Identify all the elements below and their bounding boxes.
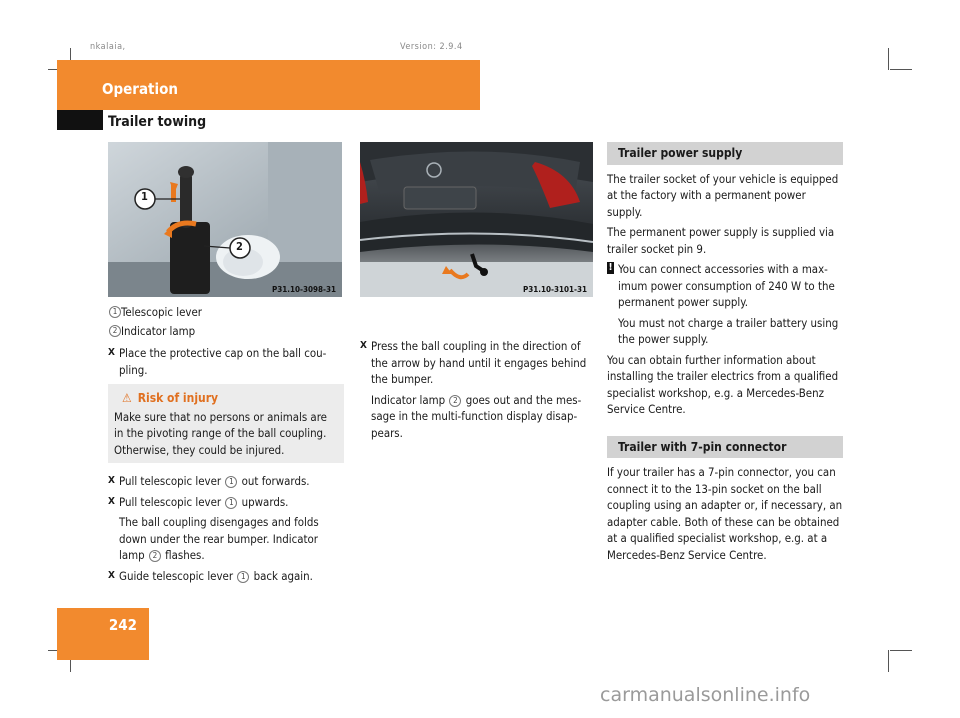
paragraph: If your trailer has a 7-pin connector, you can connect it to the 13-pin socket on the ball coupling using an adapter or, if necessary, an adapter cable. Both of these can be obtained at a qualified specialist workshop, e.g. at a Mercedes-Benz Service Centre. bbox=[607, 465, 843, 562]
step-arrow-icon: X bbox=[360, 340, 367, 351]
page-number: 242 bbox=[108, 616, 137, 634]
watermark: carmanualsonline.info bbox=[600, 684, 811, 706]
step-arrow-icon: X bbox=[108, 347, 115, 358]
legend-item: 2 Indicator lamp bbox=[108, 323, 344, 340]
instruction-step: X Press the ball coupling in the direction of the arrow by hand until it engages behind the bumper. bbox=[360, 339, 587, 386]
photo-code: P31.10-3098-31 bbox=[272, 285, 337, 294]
callout-1: 1 bbox=[141, 190, 148, 203]
column-left bbox=[108, 304, 344, 588]
crop-mark bbox=[890, 69, 912, 70]
instruction-step: X Guide telescopic lever 1 back again. bbox=[108, 568, 313, 583]
step-arrow-icon: X bbox=[108, 569, 115, 581]
section-title: Operation bbox=[102, 80, 179, 98]
photo-code: P31.10-3101-31 bbox=[523, 285, 588, 294]
section-heading: Trailer with 7-pin connector bbox=[607, 436, 843, 459]
notice-icon: ! bbox=[608, 262, 613, 273]
page-subtitle: Trailer towing bbox=[108, 114, 207, 130]
section-heading: Trailer power supply bbox=[607, 142, 843, 165]
crop-mark bbox=[888, 48, 889, 70]
print-note-left: nkalaia, bbox=[90, 42, 126, 52]
step-arrow-icon: X bbox=[108, 495, 115, 507]
crop-mark bbox=[888, 650, 889, 672]
paragraph: The permanent power supply is supplied via trailer socket pin 9. bbox=[607, 225, 835, 256]
rear-bumper-photo bbox=[360, 142, 593, 297]
step-detail: Indicator lamp 2 goes out and the mes-sage in the multi-function display disap-pears. bbox=[371, 392, 582, 440]
header-tab bbox=[57, 110, 103, 130]
step-detail: The ball coupling disengages and folds down under the rear bumper. Indicator lamp 2 flashes. bbox=[119, 515, 319, 562]
column-right bbox=[607, 142, 843, 567]
step-arrow-icon: X bbox=[108, 475, 115, 486]
warning-box: ⚠ Risk of injury Make sure that no persons or animals are in the pivoting range of the ball coupling. Otherwise, they could be injured. bbox=[108, 384, 344, 463]
note-detail: You must not charge a trailer battery using the power supply. bbox=[618, 315, 839, 346]
paragraph: The trailer socket of your vehicle is equipped at the factory with a permanent power supply. bbox=[607, 171, 839, 219]
instruction-step: X Pull telescopic lever 1 out forwards. bbox=[108, 474, 310, 488]
note: ! You can connect accessories with a max-imum power consumption of 240 W to the permanent power supply. bbox=[608, 262, 835, 309]
instruction-step: X Place the protective cap on the ball cou-pling. bbox=[108, 346, 327, 377]
warning-triangle-icon: ⚠ bbox=[122, 391, 132, 405]
legend-item: 1 Telescopic lever bbox=[108, 304, 344, 321]
page-number-box bbox=[57, 608, 149, 660]
callout-2: 2 bbox=[236, 240, 243, 253]
paragraph: You can obtain further information about installing the trailer electrics from a qualified specialist workshop, e.g. a Mercedes-Benz Service Centre. bbox=[607, 352, 839, 416]
column-middle bbox=[360, 338, 594, 445]
print-note-version: Version: 2.9.4 bbox=[400, 42, 463, 52]
telescopic-lever-photo bbox=[108, 142, 342, 297]
crop-mark bbox=[890, 650, 912, 651]
instruction-step: X Pull telescopic lever 1 upwards. bbox=[108, 494, 289, 509]
